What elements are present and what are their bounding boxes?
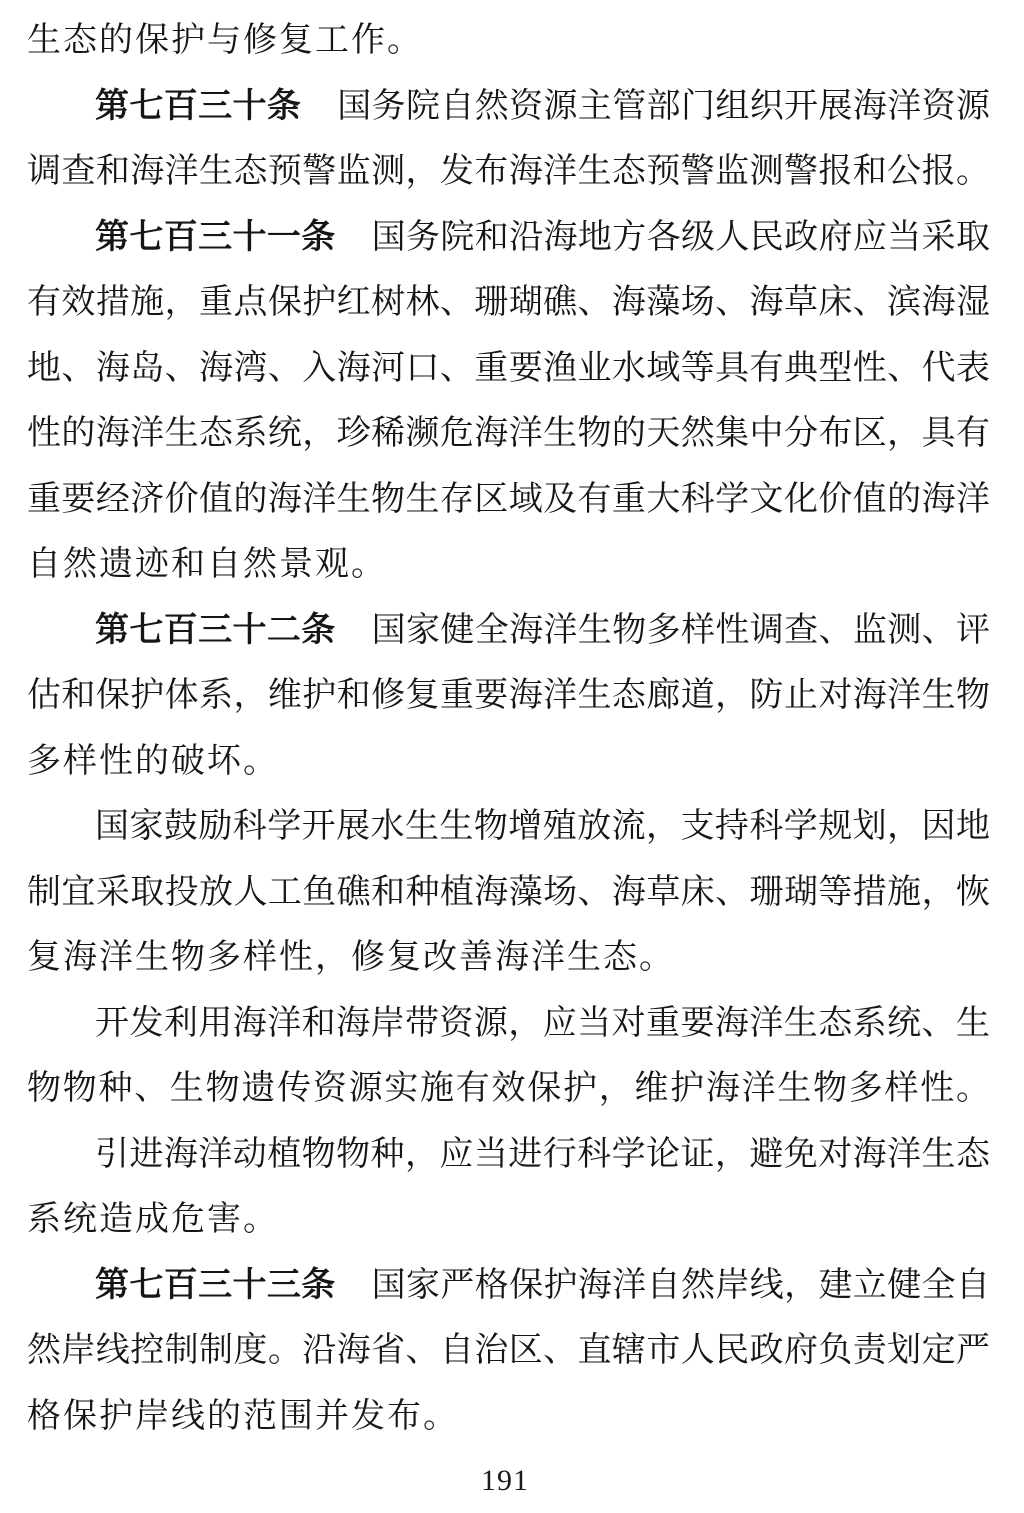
line-text: 地、海岛、海湾、入海河口、重要渔业水域等具有典型性、代表 — [27, 349, 990, 387]
text-line — [27, 532, 990, 598]
body-text — [27, 8, 990, 1449]
line-text: 系统造成危害。 — [27, 1201, 279, 1238]
line-text: 然岸线控制制度。沿海省、自治区、直辖市人民政府负责划定严 — [27, 1332, 990, 1369]
line-text: 物物种、生物遗传资源实施有效保护，维护海洋生物多样性。 — [27, 1070, 990, 1107]
line-text: 估和保护体系，维护和修复重要海洋生态廊道，防止对海洋生物 — [27, 677, 990, 714]
line-text: 调查和海洋生态预警监测，发布海洋生态预警监测警报和公报。 — [27, 153, 990, 190]
line-text: 性的海洋生态系统，珍稀濒危海洋生物的天然集中分布区，具有 — [27, 415, 990, 452]
text-line — [27, 401, 990, 467]
article-heading-line — [27, 205, 990, 271]
article-number: 第七百三十三条 — [95, 1265, 336, 1304]
line-text: 制宜采取投放人工鱼礁和种植海藻场、海草床、珊瑚等措施，恢 — [27, 873, 990, 911]
line-text: 国家鼓励科学开展水生生物增殖放流，支持科学规划，因地 — [95, 808, 990, 845]
line-text: 复海洋生物多样性，修复改善海洋生态。 — [27, 939, 675, 976]
line-text: 国务院自然资源主管部门组织开展海洋资源 — [337, 87, 990, 125]
text-line — [27, 860, 990, 926]
line-text: 多样性的破坏。 — [27, 742, 279, 780]
line-text: 开发利用海洋和海岸带资源，应当对重要海洋生态系统、生 — [95, 1004, 990, 1042]
text-line — [27, 336, 990, 402]
page-number: 191 — [481, 1464, 529, 1497]
article-heading-line — [27, 1253, 990, 1319]
article-number: 第七百三十二条 — [95, 610, 336, 649]
text-line — [27, 1318, 990, 1384]
article-number: 第七百三十一条 — [95, 217, 336, 256]
text-line — [27, 1384, 990, 1450]
text-line — [27, 925, 990, 991]
text-line — [27, 139, 990, 205]
line-text: 有效措施，重点保护红树林、珊瑚礁、海藻场、海草床、滨海湿 — [27, 284, 990, 321]
article-heading-line — [27, 598, 990, 664]
text-line — [27, 1187, 990, 1253]
text-line — [27, 1056, 990, 1122]
line-text: 格保护岸线的范围并发布。 — [27, 1397, 459, 1435]
line-text: 国家健全海洋生物多样性调查、监测、评 — [371, 611, 990, 649]
line-text: 自然遗迹和自然景观。 — [27, 546, 387, 583]
text-line — [27, 270, 990, 336]
line-text: 引进海洋动植物物种，应当进行科学论证，避免对海洋生态 — [95, 1135, 990, 1173]
text-line — [27, 729, 990, 795]
text-line — [27, 991, 990, 1057]
article-heading-line — [27, 74, 990, 140]
text-line — [27, 1122, 990, 1188]
text-line — [27, 663, 990, 729]
text-line — [27, 794, 990, 860]
line-text: 重要经济价值的海洋生物生存区域及有重大科学文化价值的海洋 — [27, 480, 990, 518]
line-text: 国家严格保护海洋自然岸线，建立健全自 — [371, 1266, 990, 1304]
line-text: 国务院和沿海地方各级人民政府应当采取 — [371, 218, 990, 256]
line-text: 生态的保护与修复工作。 — [27, 22, 423, 59]
text-line — [27, 8, 990, 74]
article-number: 第七百三十条 — [95, 86, 302, 125]
text-line — [27, 467, 990, 533]
